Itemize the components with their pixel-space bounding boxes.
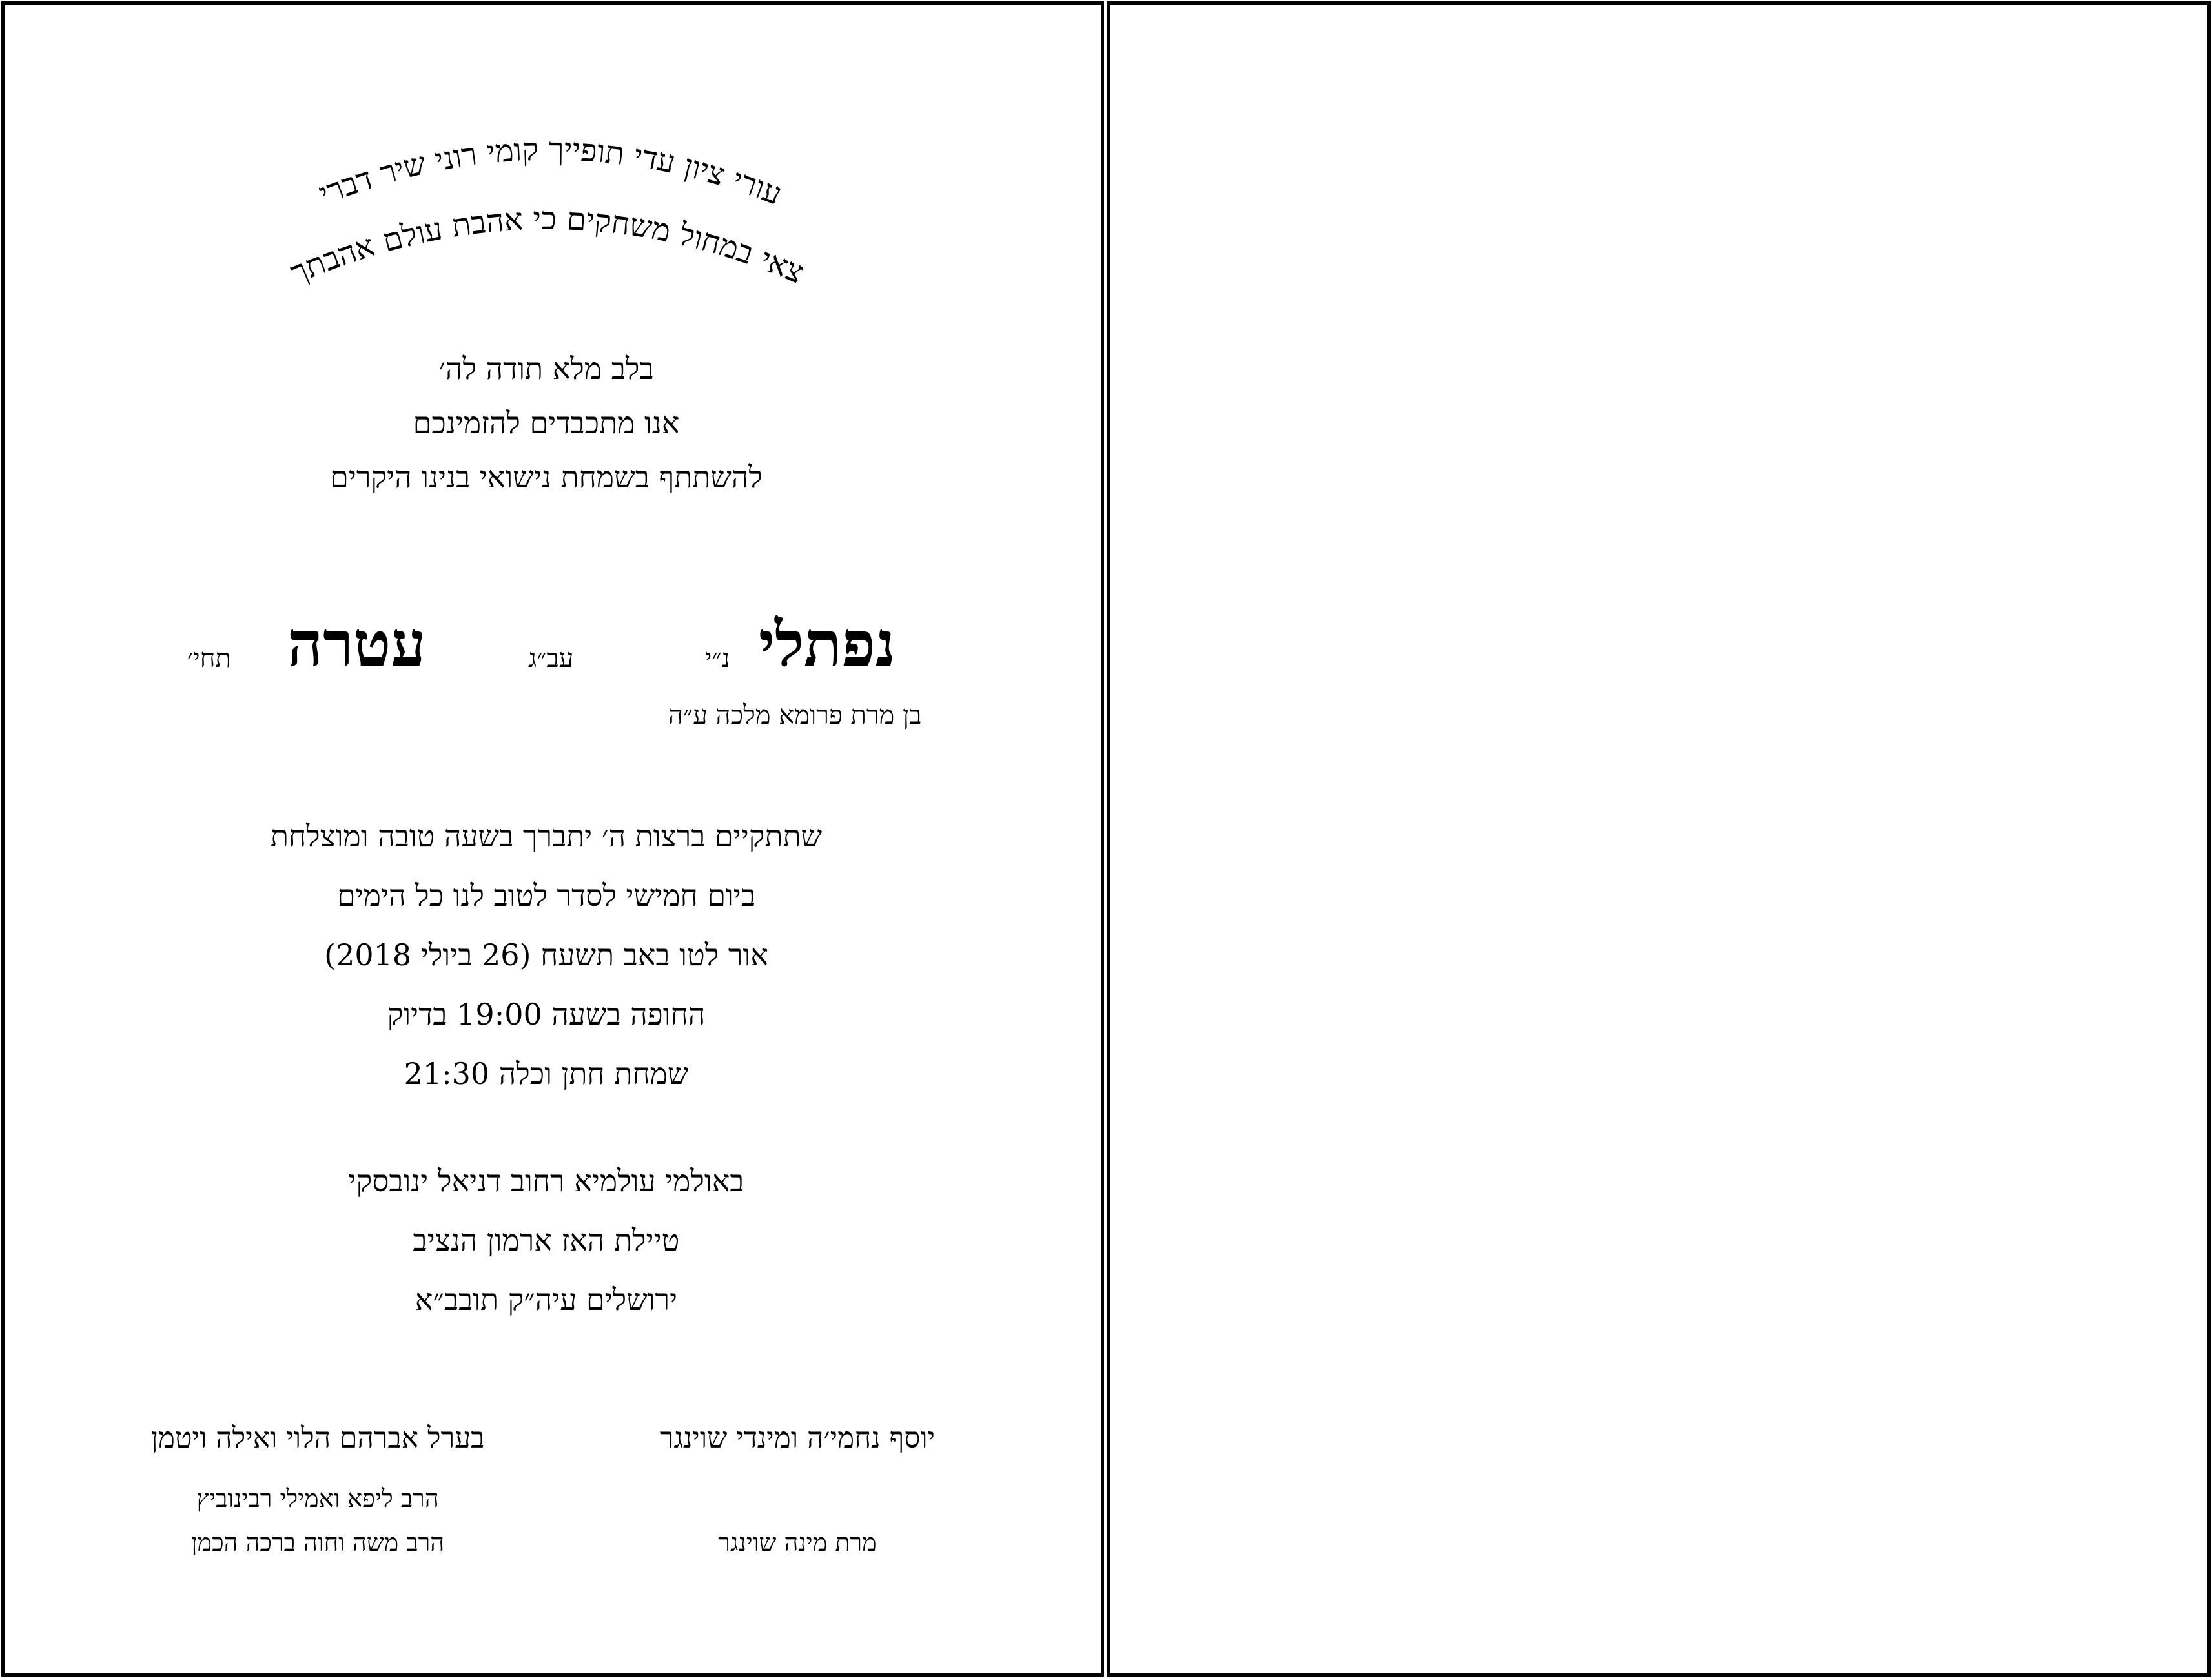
details-line-1: שתתקיים ברצות ה׳ יתברך בשעה טובה ומוצלחת xyxy=(270,819,823,854)
details-line-5: שמחת חתן וכלה 21:30 xyxy=(404,1056,689,1091)
bride-grandparents-1: הרב ליפא ואמילי רבינוביץ xyxy=(196,1484,439,1513)
venue-line-3: ירושלים עיה״ק תובב״א xyxy=(415,1282,678,1317)
details-line-4: החופה בשעה 19:00 בדיוק xyxy=(387,997,706,1032)
details-line-2: ביום חמישי לסדר לטוב לנו כל הימים xyxy=(336,878,756,913)
venue-line-1: באולמי עולמיא רחוב דניאל ינובסקי xyxy=(348,1163,744,1198)
connector-text: עב״ג xyxy=(528,644,574,673)
intro-line-3: להשתתף בשמחת נישואי בנינו היקרים xyxy=(330,460,763,495)
intro-line-1: בלב מלא תודה לה׳ xyxy=(438,351,654,386)
bride-parents: בערל אברהם הלוי ואילה ויטמן xyxy=(150,1422,485,1455)
bride-name: עטרה xyxy=(287,608,426,680)
details-line-3: אור לטו באב תשעח (26 ביולי 2018) xyxy=(324,937,768,972)
verse-line-1: עורי ציון עדי תופייך קומי רוני שיר דברי xyxy=(314,131,787,212)
intro-line-2: אנו מתכבדים להזמינכם xyxy=(413,405,680,440)
groom-grandmother: מרת מינה שוינגר xyxy=(718,1528,877,1557)
bride-grandparents-2: הרב משה וחוה ברכה הכמן xyxy=(190,1528,445,1557)
groom-parents: יוסף נחמי׳ה ומינדי שוינגר xyxy=(659,1422,936,1455)
verse-arc xyxy=(0,0,1104,362)
groom-suffix: נ״י xyxy=(705,644,730,673)
venue-line-2: טיילת האז ארמון הנציב xyxy=(413,1223,680,1258)
groom-name: נפתלי xyxy=(759,608,896,680)
invitation-blank-page xyxy=(1107,1,2211,1677)
bride-suffix: תחי׳ xyxy=(187,644,231,673)
groom-mother-line: בן מרת פרומא מלכה ע״ה xyxy=(668,701,922,730)
verse-line-2: צאי במחול משחקים כי אהבת עולם אהבתך xyxy=(285,200,810,291)
